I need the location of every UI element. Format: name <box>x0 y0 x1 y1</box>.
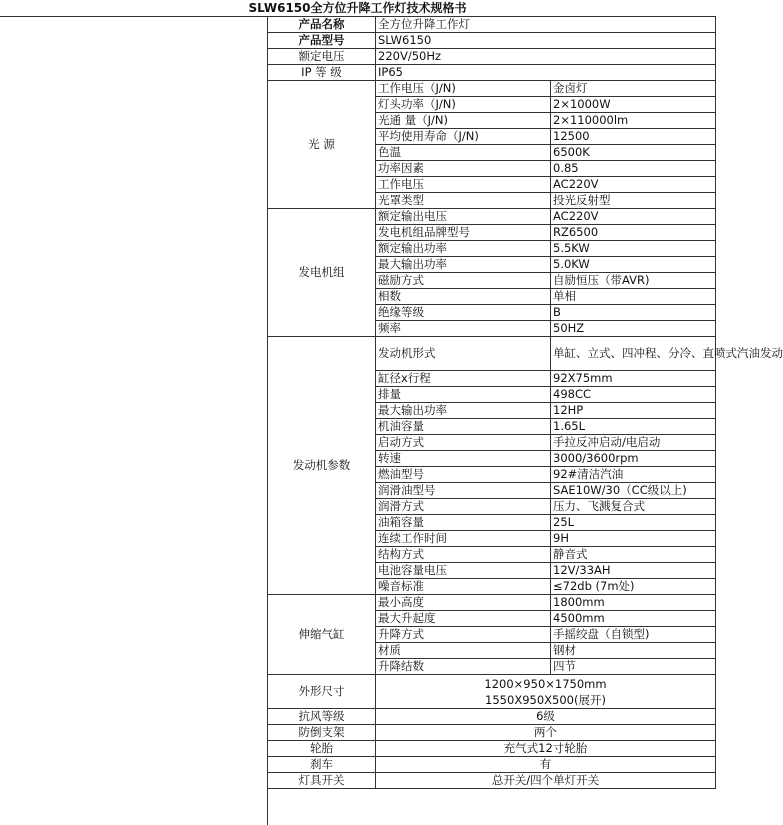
param-value: 4500mm <box>551 611 716 627</box>
spec-row <box>268 741 716 757</box>
group-label: 光 源 <box>268 81 376 209</box>
spec-row <box>268 337 716 371</box>
spec-value: SLW6150 <box>376 33 716 49</box>
param-value: 2×110000lm <box>551 113 716 129</box>
param-name: 光罩类型 <box>376 193 551 209</box>
param-value: 498CC <box>551 387 716 403</box>
spec-label: 刹车 <box>268 757 376 773</box>
param-name: 额定输出电压 <box>376 209 551 225</box>
spec-value: 6级 <box>376 709 716 725</box>
param-value: 50HZ <box>551 321 716 337</box>
param-value: 12HP <box>551 403 716 419</box>
param-name: 最小高度 <box>376 595 551 611</box>
spec-row <box>268 595 716 611</box>
spec-value: 220V/50Hz <box>376 49 716 65</box>
left-blank-column <box>0 17 268 825</box>
param-name: 油箱容量 <box>376 515 551 531</box>
spec-label: 额定电压 <box>268 49 376 65</box>
param-value: 9H <box>551 531 716 547</box>
spec-table <box>267 16 783 789</box>
spec-row <box>268 709 716 725</box>
spec-row <box>268 757 716 773</box>
param-name: 转速 <box>376 451 551 467</box>
param-name: 润滑方式 <box>376 499 551 515</box>
param-name: 工作电压（J/N) <box>376 81 551 97</box>
spec-label: 灯具开关 <box>268 773 376 789</box>
param-name: 升降结数 <box>376 659 551 675</box>
spec-row <box>268 773 716 789</box>
spec-label: 产品型号 <box>268 33 376 49</box>
param-name: 平均使用寿命（J/N) <box>376 129 551 145</box>
param-value: RZ6500 <box>551 225 716 241</box>
dims-line-2: 1550X950X500(展开) <box>485 692 606 707</box>
param-value: 12500 <box>551 129 716 145</box>
spec-label: 防倒支架 <box>268 725 376 741</box>
param-value: 12V/33AH <box>551 563 716 579</box>
param-name: 排量 <box>376 387 551 403</box>
spec-label: 轮胎 <box>268 741 376 757</box>
dims-value <box>376 675 716 709</box>
param-name: 结构方式 <box>376 547 551 563</box>
group-label: 发电机组 <box>268 209 376 337</box>
param-name: 发电机组品牌型号 <box>376 225 551 241</box>
param-value: 投光反射型 <box>551 193 716 209</box>
spec-row <box>268 17 716 33</box>
param-name: 启动方式 <box>376 435 551 451</box>
spec-value: 有 <box>376 757 716 773</box>
param-name: 色温 <box>376 145 551 161</box>
param-name: 缸径x行程 <box>376 371 551 387</box>
spec-row <box>268 65 716 81</box>
param-value: 金卤灯 <box>551 81 716 97</box>
param-name: 最大升起度 <box>376 611 551 627</box>
param-value: 单缸、立式、四冲程、分冷、直喷式汽油发动 <box>551 337 716 371</box>
param-value: 单相 <box>551 289 716 305</box>
param-name: 最大输出功率 <box>376 257 551 273</box>
param-value: 1800mm <box>551 595 716 611</box>
param-value: 静音式 <box>551 547 716 563</box>
param-value: 手拉反冲启动/电启动 <box>551 435 716 451</box>
spec-row <box>268 33 716 49</box>
spec-label: IP 等 级 <box>268 65 376 81</box>
param-value: 92#清洁汽油 <box>551 467 716 483</box>
param-name: 噪音标准 <box>376 579 551 595</box>
param-value: 0.85 <box>551 161 716 177</box>
param-name: 额定输出功率 <box>376 241 551 257</box>
param-value: 5.5KW <box>551 241 716 257</box>
param-value: SAE10W/30（CC级以上) <box>551 483 716 499</box>
param-value: 手摇绞盘（自锁型) <box>551 627 716 643</box>
param-value: 2×1000W <box>551 97 716 113</box>
dims-line-1: 1200×950×1750mm <box>484 676 607 691</box>
param-name: 润滑油型号 <box>376 483 551 499</box>
param-value: 四节 <box>551 659 716 675</box>
param-name: 灯头功率（J/N) <box>376 97 551 113</box>
spec-value: 总开关/四个单灯开关 <box>376 773 716 789</box>
spec-row <box>268 725 716 741</box>
param-value: 3000/3600rpm <box>551 451 716 467</box>
spec-value: IP65 <box>376 65 716 81</box>
param-name: 绝缘等级 <box>376 305 551 321</box>
dims-label: 外形尺寸 <box>268 675 376 709</box>
param-name: 光通 量（J/N) <box>376 113 551 129</box>
spec-value: 充气式12寸轮胎 <box>376 741 716 757</box>
spec-label: 产品名称 <box>268 17 376 33</box>
param-value: 自励恒压（带AVR) <box>551 273 716 289</box>
param-name: 工作电压 <box>376 177 551 193</box>
param-name: 频率 <box>376 321 551 337</box>
spec-row <box>268 81 716 97</box>
spec-row <box>268 49 716 65</box>
param-value: 1.65L <box>551 419 716 435</box>
param-name: 相数 <box>376 289 551 305</box>
param-value: 5.0KW <box>551 257 716 273</box>
param-value: 92X75mm <box>551 371 716 387</box>
spec-value: 全方位升降工作灯 <box>376 17 716 33</box>
spec-label: 抗风等级 <box>268 709 376 725</box>
param-value: AC220V <box>551 209 716 225</box>
param-name: 功率因素 <box>376 161 551 177</box>
param-name: 机油容量 <box>376 419 551 435</box>
param-value: B <box>551 305 716 321</box>
param-name: 最大输出功率 <box>376 403 551 419</box>
param-value: 6500K <box>551 145 716 161</box>
param-name: 电池容量电压 <box>376 563 551 579</box>
spec-row <box>268 209 716 225</box>
spec-value: 两个 <box>376 725 716 741</box>
param-value: 钢材 <box>551 643 716 659</box>
param-name: 材质 <box>376 643 551 659</box>
group-label: 伸缩气缸 <box>268 595 376 675</box>
param-value: ≤72db (7m处) <box>551 579 716 595</box>
param-name: 连续工作时间 <box>376 531 551 547</box>
param-name: 磁励方式 <box>376 273 551 289</box>
document-title: SLW6150全方位升降工作灯技术规格书 <box>0 0 715 17</box>
param-value: 压力、飞溅复合式 <box>551 499 716 515</box>
param-value: AC220V <box>551 177 716 193</box>
spec-row <box>268 675 716 709</box>
group-label: 发动机参数 <box>268 337 376 595</box>
param-name: 升降方式 <box>376 627 551 643</box>
param-name: 燃油型号 <box>376 467 551 483</box>
param-value: 25L <box>551 515 716 531</box>
param-name: 发动机形式 <box>376 337 551 371</box>
